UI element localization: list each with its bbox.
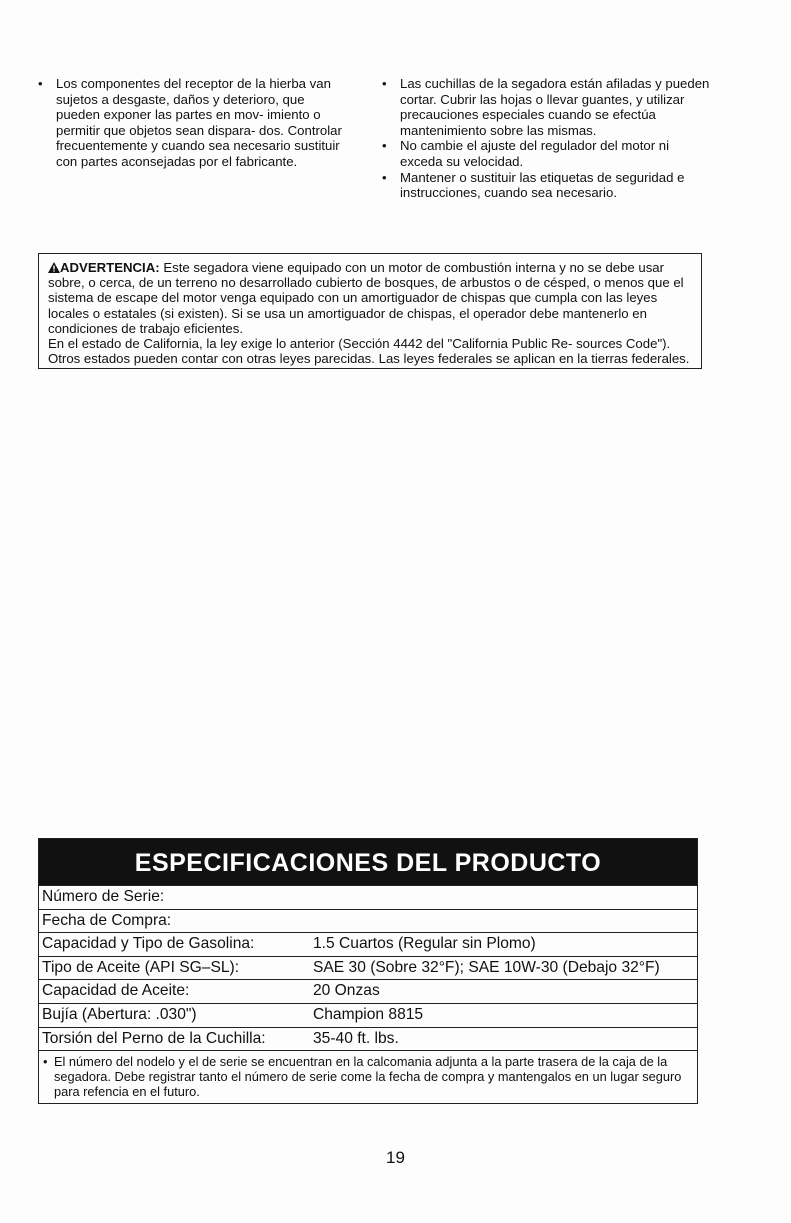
spec-label: Tipo de Aceite (API SG–SL):: [42, 958, 240, 976]
spec-row-oil-capacity: [39, 979, 697, 1003]
warning-body: Este segadora viene equipado con un motor de combustión interna y no se debe usar sobre, o cerca, de un terreno no desarrollado cubierto de bosques, de arbustos o de césped, o menos que el sistema de escape del motor venga equipado con un amortiguador de chispas que cumpla con las leyes locales o estatales (si existen). Si se usa un amortiguador de chispas, el operador debe mantenerlo en condiciones de trabajo eficientes.: [48, 260, 684, 336]
bullet: •: [382, 138, 387, 154]
spec-value: 35-40 ft. lbs.: [313, 1029, 399, 1047]
right-safety-column: [380, 76, 710, 201]
safety-item-text: Las cuchillas de la segadora están afiladas y pueden cortar. Cubrir las hojas o llevar guantes, y utilizar precauciones especiales cuando se efectúa mantenimiento sobre las mismas.: [400, 76, 710, 138]
spec-row-purchase-date: [39, 909, 697, 933]
bullet: •: [382, 76, 387, 91]
spec-row-oil-type: [39, 956, 697, 980]
spec-row-serial-number: [39, 885, 697, 909]
warning-triangle-icon: [48, 262, 60, 273]
safety-item-text: Los componentes del receptor de la hierba van sujetos a desgaste, daños y deterioro, que pueden exponer las partes en mov- imiento o permitir que objetos sean dispara- dos. Controlar frecuentemente y cuando sea necesario sustituir con partes aconsejadas por el fabricante.: [56, 76, 342, 169]
spec-note-text: El número del nodelo y el de serie se encuentran en la calcomania adjunta a la parte trasera de la caja de la segadora. Debe registrar tanto el número de serie come la fecha de compra y mantengalos en un lugar seguro para refencia en el futuro.: [54, 1054, 682, 1100]
spec-label: Capacidad de Aceite:: [42, 982, 190, 1000]
bullet: •: [38, 76, 43, 91]
left-safety-column: [36, 76, 350, 170]
spec-value: 1.5 Cuartos (Regular sin Plomo): [313, 935, 536, 953]
spec-label: Número de Serie:: [42, 888, 165, 905]
spec-value: 20 Onzas: [313, 982, 380, 1000]
safety-item: [36, 76, 350, 170]
safety-item-text: Mantener o sustituir las etiquetas de seguridad e instrucciones, cuando sea necesario.: [400, 169, 685, 201]
warning-heading: ADVERTENCIA:: [48, 260, 160, 275]
spec-label: Torsión del Perno de la Cuchilla:: [42, 1029, 266, 1047]
safety-item: [380, 170, 710, 201]
spec-value: Champion 8815: [313, 1005, 424, 1023]
spec-row-spark-plug: [39, 1003, 697, 1027]
product-specifications-table: [38, 838, 698, 1104]
spec-row-blade-bolt-torque: [39, 1027, 697, 1051]
safety-item: [380, 138, 710, 169]
spec-row-fuel: [39, 932, 697, 956]
spec-note: [39, 1050, 697, 1103]
spec-value: SAE 30 (Sobre 32°F); SAE 10W-30 (Debajo 32°F): [313, 958, 660, 976]
safety-item: [380, 76, 710, 138]
safety-item-text: No cambie el ajuste del regulador del motor ni exceda su velocidad.: [400, 138, 670, 169]
spec-label: Capacidad y Tipo de Gasolina:: [42, 935, 255, 953]
warning-box: [38, 253, 702, 369]
warning-body-california: En el estado de California, la ley exige lo anterior (Sección 4442 del "California Public Re- sources Code"). Otros estados pueden contar con otras leyes parecidas. Las leyes federales se aplican en la tierras federales.: [48, 336, 690, 367]
bullet: •: [43, 1054, 48, 1070]
specifications-title: ESPECIFICACIONES DEL PRODUCTO: [39, 839, 697, 885]
page-number: 19: [386, 1148, 405, 1167]
spec-label: Bujía (Abertura: .030"): [42, 1005, 197, 1023]
spec-label: Fecha de Compra:: [42, 911, 172, 929]
bullet: •: [382, 169, 387, 185]
